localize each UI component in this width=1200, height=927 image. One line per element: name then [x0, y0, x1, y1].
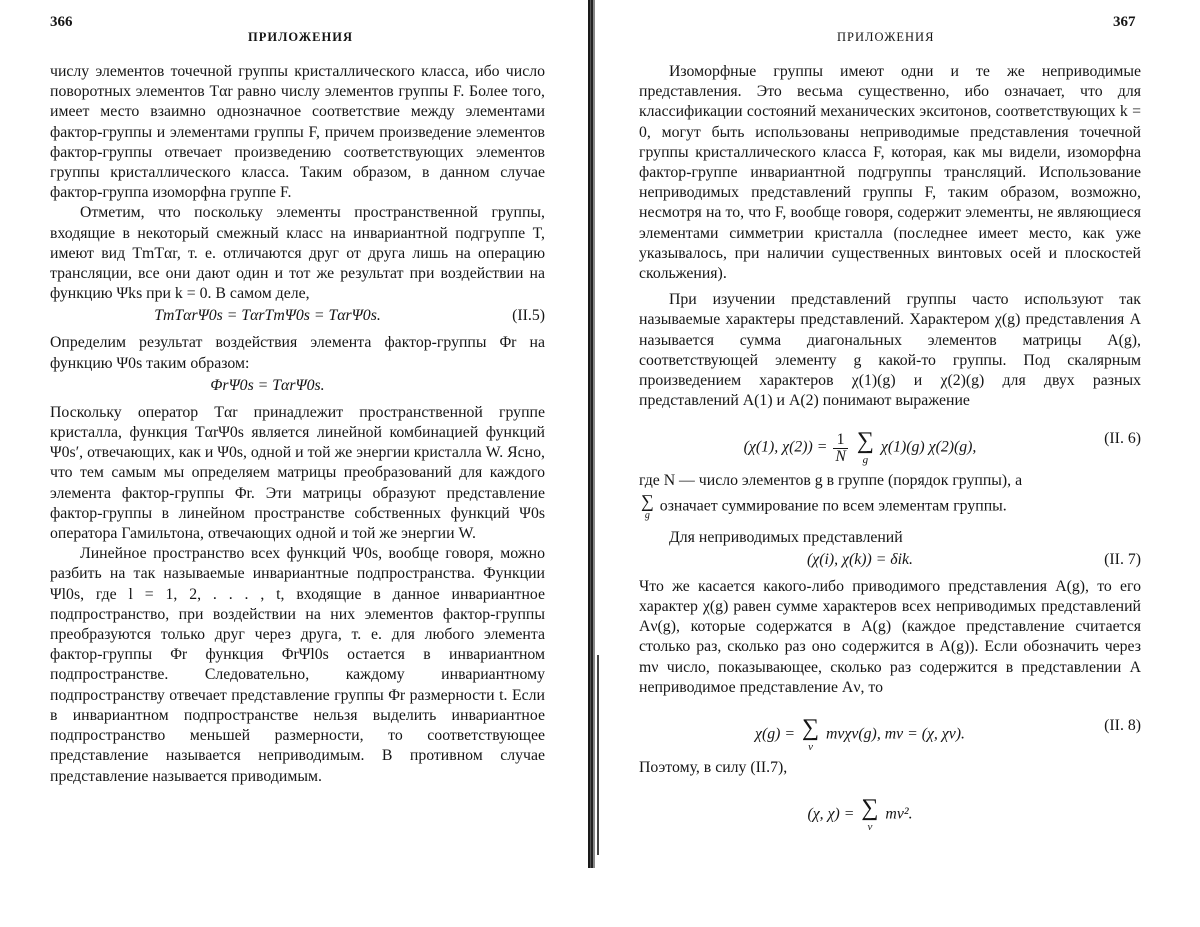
- paragraph: где N — число элементов g в группе (порядок группы), а: [639, 471, 1141, 491]
- left-page: [0, 0, 590, 927]
- equation-number: (II. 8): [1104, 716, 1141, 736]
- equation-number: (II.5): [512, 306, 545, 326]
- paragraph: Поэтому, в силу (II.7),: [639, 758, 1141, 778]
- equation-number: (II. 7): [1104, 550, 1141, 570]
- paragraph: Что же касается какого-либо приводимого представления A(g), то его характер χ(g) равен сумме характеров всех неприводимых представлений Aν(g), которые содержатся в A(g) (каждое представление считается столько раз, сколько раз оно содержится в A(g)). Если обозначить через mν число, показывающее, сколько раз содержится в представлении A неприводимое представление Aν, то: [639, 577, 1141, 698]
- equation-body: (χ(1), χ(2)) = 1 N ∑ g χ(1)(g) χ(2)(g),: [639, 429, 1081, 467]
- equation-body: TmTαrΨ0s = TαrTmΨ0s = TαrΨ0s.: [50, 306, 485, 326]
- spine-shadow: [597, 655, 599, 855]
- summation-sign: ∑ ν: [802, 716, 819, 754]
- equation-body: χ(g) = ∑ ν mνχν(g), mν = (χ, χν).: [639, 716, 1081, 754]
- equation-ii-7: [639, 550, 1141, 571]
- paragraph: числу элементов точечной группы кристаллического класса, ибо число поворотных элементов Tαr равно числу элементов группы F. Более того, имеет место взаимно однозначное соответствие между элементами фактор-группы и элементами группы F, причем произведение элементов фактор-группы отвечает произведению соответствующих элементов группы кристаллического класса. Таким образом, в данном случае фактор-группа изоморфна группе F.: [50, 62, 545, 203]
- paragraph: Отметим, что поскольку элементы пространственной группы, входящие в некоторый смежный класс на инвариантной подгруппе T, имеют вид TmTαr, т. е. отличаются друг от друга лишь на операцию трансляции, все они дают один и тот же результат при воздействии на функцию Ψks при k = 0. В самом деле,: [50, 203, 545, 304]
- running-head: ПРИЛОЖЕНИЯ: [248, 30, 353, 45]
- fraction: 1 N: [833, 432, 848, 465]
- equation-body: (χ, χ) = ∑ ν mν².: [639, 796, 1081, 834]
- equation-number: (II. 6): [1104, 429, 1141, 449]
- equation-ii-6: [639, 415, 1141, 465]
- summation-sign: ∑ ν: [861, 796, 878, 834]
- text-column: [50, 62, 545, 787]
- equation-ii-5: [50, 306, 545, 327]
- equation-factor-group-action: [50, 376, 545, 397]
- equation-character-norm: [639, 782, 1141, 832]
- summation-sign: ∑ g: [857, 429, 874, 467]
- paragraph: Для неприводимых представлений: [639, 528, 1141, 548]
- equation-ii-8: [639, 702, 1141, 752]
- equation-body: ΦrΨ0s = TαrΨ0s.: [50, 376, 485, 396]
- paragraph: Изоморфные группы имеют одни и те же неприводимые представления. Это весьма существенно, ибо означает, что для классификации состояний механических экситонов, соответствующих k = 0, могут быть использованы неприводимые представления точечной группы кристаллического класса F, которая, как мы видели, изоморфна фактор-группе инвариантной подгруппы трансляций. Использование неприводимых представлений группы F, таким образом, возможно, несмотря на то, что F, вообще говоря, содержит элементы, не являющиеся элементами симметрии кристалла (последнее имеет место, как уже указывалось, при наличии существенных винтовых осей и плоскостей скольжения).: [639, 62, 1141, 284]
- paragraph: При изучении представлений группы часто используют так называемые характеры представлений. Характером χ(g) представления A называется сумма диагональных элементов матрицы A(g), соответствующей элементу g какой-то группы. Под скалярным произведением характеров χ(1)(g) и χ(2)(g) для двух разных представлений A(1) и A(2) понимают выражение: [639, 290, 1141, 411]
- summation-sign: ∑ g: [641, 492, 654, 522]
- paragraph: Линейное пространство всех функций Ψ0s, вообще говоря, можно разбить на так называемые инвариантные подпространства. Функции Ψl0s, где l = 1, 2, . . . , t, входящие в данное инвариантное подпространство, при воздействии на них элементов фактор-группы преобразуются только друг через друга, т. е. для любого элемента фактор-группы Φr функция ΦrΨl0s остается в инвариантном подпространстве. Следовательно, каждому инвариантному подпространству отвечает представление группы Φr размерности t. Если в инвариантном подпространстве нельзя выделить инвариантное подпространство меньшей размерности, то соответствующее представление называется неприводимым. В противном случае представление называется приводимым.: [50, 544, 545, 786]
- page-number: 366: [50, 14, 73, 31]
- right-page: [605, 0, 1200, 927]
- page-number: 367: [1113, 14, 1136, 31]
- paragraph: ∑ g означает суммирование по всем элементам группы.: [639, 492, 1141, 522]
- text-column: [639, 62, 1141, 836]
- running-head: ПРИЛОЖЕНИЯ: [837, 30, 934, 45]
- paragraph: Определим результат воздействия элемента фактор-группы Φr на функцию Ψ0s таким образом:: [50, 333, 545, 373]
- paragraph: Поскольку оператор Tαr принадлежит пространственной группе кристалла, функция TαrΨ0s является линейной комбинацией функций Ψ0s′, отвечающих, как и Ψ0s, одной и той же энергии кристалла W. Ясно, что тем самым мы определяем матрицы преобразований для каждого элемента фактор-группы Φr. Эти матрицы образуют представление фактор-группы в линейном пространстве собственных функций Ψ0s оператора Гамильтона, отвечающих одной и той же энергии W.: [50, 403, 545, 544]
- book-spine: [588, 0, 595, 868]
- equation-body: (χ(i), χ(k)) = δik.: [639, 550, 1081, 570]
